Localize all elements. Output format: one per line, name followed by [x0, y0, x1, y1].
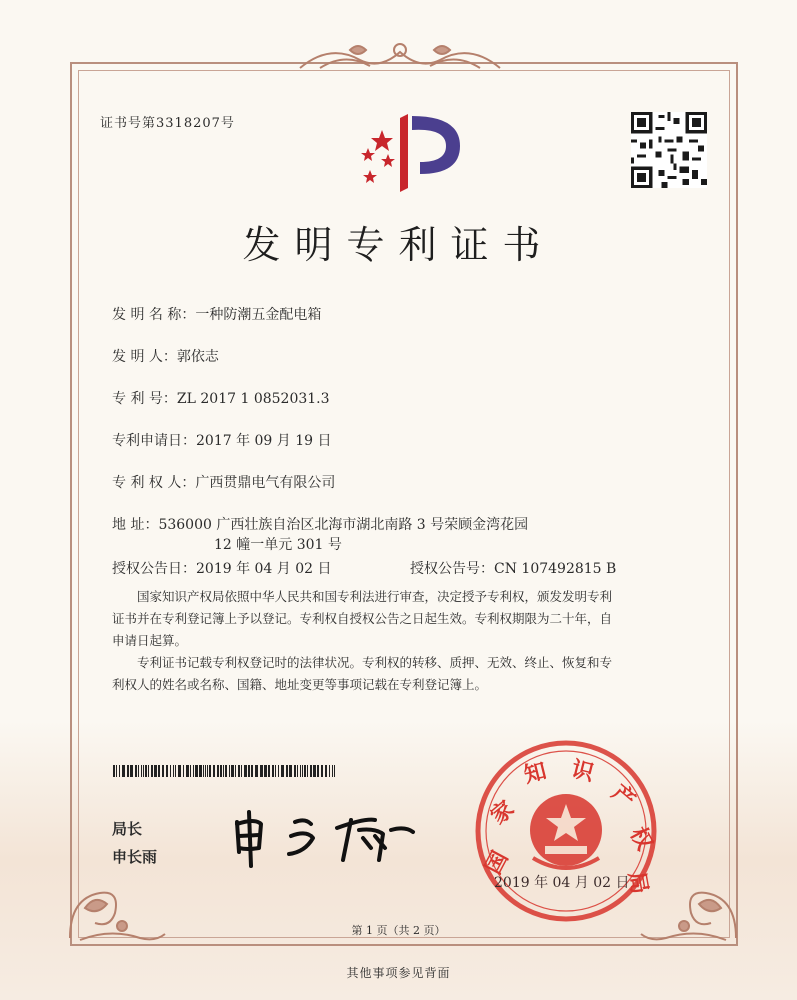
- handwritten-signature-icon: [225, 808, 425, 868]
- field-label: 地 址：: [112, 517, 159, 533]
- svg-text:识: 识: [568, 756, 597, 787]
- field-label: 发 明 人：: [112, 349, 177, 365]
- svg-text:局: 局: [623, 869, 652, 896]
- signatory-name: 申长雨: [112, 848, 158, 866]
- seal-date: 2019 年 04 月 02 日: [494, 875, 630, 891]
- svg-text:知: 知: [521, 758, 550, 789]
- footer-note: 其他事项参见背面: [346, 966, 451, 980]
- field-grant-number: [410, 558, 616, 578]
- field-invention-name: [112, 304, 321, 324]
- field-label: 专 利 号：: [112, 391, 177, 407]
- field-value: 536000 广西壮族自治区北海市湖北南路 3 号荣顾金湾花园: [158, 517, 529, 533]
- svg-text:产: 产: [606, 780, 640, 814]
- body-line: 国家知识产权局依照中华人民共和国专利法进行审查，决定授予专利权，颁发发明专利: [137, 589, 613, 604]
- body-line: 申请日起算。: [112, 633, 188, 648]
- field-value: 广西贯鼎电气有限公司: [195, 475, 336, 491]
- field-filing-date: [112, 430, 332, 450]
- field-value: 郭依志: [176, 349, 219, 365]
- field-label: 授权公告日：: [112, 561, 196, 577]
- field-value: 2019 年 04 月 02 日: [196, 561, 332, 577]
- field-address: [112, 514, 528, 534]
- qr-code-icon: [631, 112, 707, 188]
- field-patent-number: [112, 388, 330, 408]
- field-grant-date: [112, 558, 332, 578]
- top-ornament: [290, 38, 510, 78]
- field-address-line2: 12 幢一单元 301 号: [214, 537, 342, 553]
- field-label: 发 明 名 称：: [112, 307, 196, 323]
- official-seal-icon: [473, 738, 659, 924]
- svg-text:家: 家: [486, 796, 520, 830]
- certificate-title: 发明专利证书: [242, 223, 555, 267]
- body-paragraph-1: [112, 586, 702, 652]
- field-value: 一种防潮五金配电箱: [195, 307, 322, 323]
- body-line: 利权人的姓名或名称、国籍、地址变更等事项记载在专利登记簿上。: [112, 677, 488, 692]
- certificate-number: 证书号第3318207号: [100, 116, 235, 131]
- svg-text:权: 权: [624, 823, 657, 855]
- field-label: 专利申请日：: [112, 433, 196, 449]
- field-value: CN 107492815 B: [494, 561, 617, 577]
- field-label: 专 利 权 人：: [112, 475, 196, 491]
- patent-office-logo-icon: [350, 108, 470, 194]
- field-value: 2017 年 09 月 19 日: [196, 433, 332, 449]
- field-inventor: [112, 346, 219, 366]
- field-label: 授权公告号：: [410, 561, 494, 577]
- body-line: 证书并在专利登记簿上予以登记。专利权自授权公告之日起生效。专利权期限为二十年，自: [112, 611, 613, 626]
- body-line: 专利证书记载专利权登记时的法律状况。专利权的转移、质押、无效、终止、恢复和专: [137, 655, 613, 670]
- svg-text:国: 国: [481, 847, 514, 879]
- signatory-role: 局长: [112, 820, 143, 838]
- page-number: 第 1 页（共 2 页）: [351, 924, 446, 937]
- body-paragraph-2: [112, 652, 702, 696]
- field-patentee: [112, 472, 335, 492]
- field-value: ZL 2017 1 0852031.3: [176, 391, 330, 407]
- barcode-icon: [113, 765, 339, 777]
